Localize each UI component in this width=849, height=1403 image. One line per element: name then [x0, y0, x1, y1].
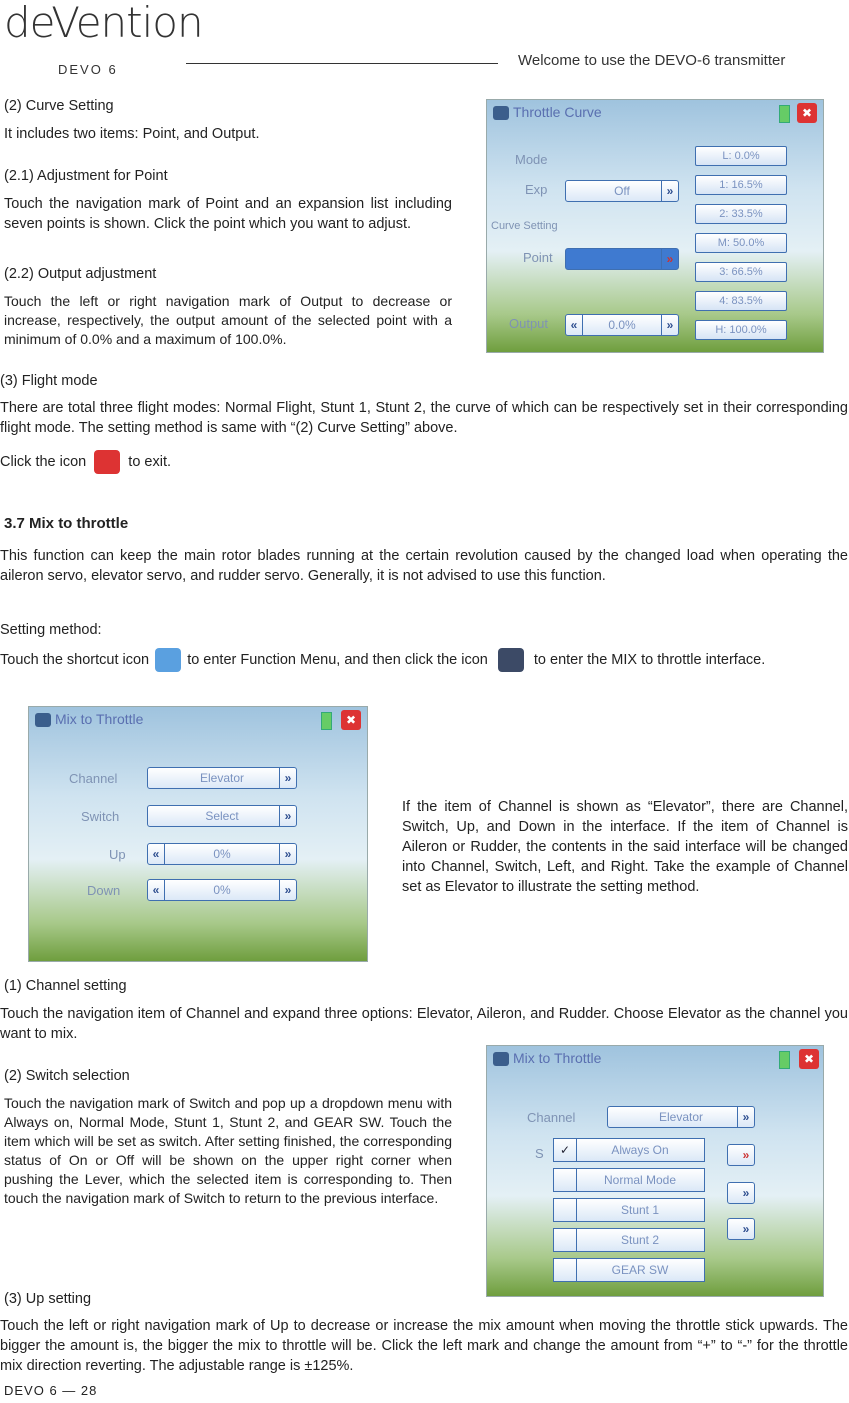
- shortcut-icon: [155, 648, 181, 672]
- section-heading: 3.7 Mix to throttle: [4, 515, 129, 532]
- mix-throttle-screenshot: [28, 706, 368, 962]
- switch-value: Select: [205, 809, 239, 823]
- mix-instr-b: to enter Function Menu, and then click the icon: [187, 651, 488, 668]
- switch-right-arrow[interactable]: »: [742, 1148, 750, 1162]
- down-right-arrow[interactable]: »: [279, 880, 296, 900]
- point-item[interactable]: H: 100.0%: [695, 320, 787, 340]
- option-label: Stunt 2: [620, 1233, 660, 1247]
- switch-label: Switch: [81, 809, 120, 824]
- output-field[interactable]: [565, 314, 679, 336]
- check-box: [554, 1229, 577, 1251]
- point-item[interactable]: 1: 16.5%: [695, 175, 787, 195]
- header-title: Welcome to use the DEVO-6 transmitter: [518, 52, 786, 69]
- exp-label: Exp: [525, 182, 548, 197]
- point-item[interactable]: 4: 83.5%: [695, 291, 787, 311]
- option-label: GEAR SW: [611, 1263, 669, 1277]
- battery-icon: [779, 1051, 790, 1069]
- dropdown-option[interactable]: [553, 1228, 705, 1252]
- channel-right-arrow[interactable]: »: [279, 768, 296, 788]
- output-label: Output: [509, 316, 549, 331]
- exp-field[interactable]: [565, 180, 679, 202]
- channel-explanation: If the item of Channel is shown as “Elevator”, there are Channel, Switch, Up, and Down in the interface. If the item of Channel is Aileron or Rudder, the contents in the said interface will be changed into Channel, Switch, Left, and Right. Take the example of Channel set as Elevator to illustrate the setting method.: [402, 799, 848, 895]
- switch-label-partial: S: [535, 1146, 544, 1161]
- mix-instr-a: Touch the shortcut icon: [0, 651, 150, 668]
- exit-icon[interactable]: ✖: [341, 710, 361, 730]
- down-arrow-button[interactable]: [727, 1218, 755, 1240]
- dropdown-option[interactable]: [553, 1168, 705, 1192]
- option-label: Stunt 1: [620, 1203, 660, 1217]
- point-heading: (2.1) Adjustment for Point: [4, 168, 168, 184]
- up-right-arrow[interactable]: »: [742, 1186, 750, 1200]
- point-label: Point: [523, 250, 553, 265]
- channel-field[interactable]: [607, 1106, 755, 1128]
- up-arrow-button[interactable]: [727, 1182, 755, 1204]
- point-item[interactable]: L: 0.0%: [695, 146, 787, 166]
- switch-dropdown: [553, 1134, 713, 1294]
- up-right-arrow[interactable]: »: [279, 844, 296, 864]
- output-left-arrow[interactable]: «: [566, 315, 583, 335]
- channel-right-arrow[interactable]: »: [737, 1107, 754, 1127]
- channel-value: Elevator: [658, 1110, 704, 1124]
- point-list: [695, 142, 807, 348]
- option-label: Always On: [611, 1143, 669, 1157]
- exit-icon: [94, 450, 120, 474]
- battery-icon: [321, 712, 332, 730]
- switch-field[interactable]: [147, 805, 297, 827]
- brand-model: DEVO 6: [58, 62, 118, 77]
- check-box: [554, 1259, 577, 1281]
- mix-icon: [493, 1052, 509, 1066]
- battery-icon: [779, 105, 790, 123]
- exit-post: to exit.: [128, 453, 172, 470]
- mix-description: This function can keep the main rotor blades running at the certain revolution caused by the changed load when operating the aileron servo, elevator servo, and rudder servo. Generally, it is not advised to use this function.: [0, 548, 848, 584]
- page-footer: DEVO 6 — 28: [4, 1383, 98, 1398]
- up-heading: (3) Up setting: [4, 1291, 92, 1307]
- screen-title: Mix to Throttle: [513, 1050, 602, 1066]
- down-value: 0%: [213, 883, 231, 897]
- mix-instructions: [0, 648, 848, 672]
- screen-title: Throttle Curve: [513, 104, 602, 120]
- mode-label: Mode: [515, 152, 548, 167]
- channel-field[interactable]: [147, 767, 297, 789]
- channel-label: Channel: [527, 1110, 576, 1125]
- up-value: 0%: [213, 847, 231, 861]
- dropdown-option[interactable]: [553, 1258, 705, 1282]
- output-text: Touch the left or right navigation mark of Output to decrease or increase, respectively, the output amount of the selected point with a minimum of 0.0% and a maximum of 100.0%.: [4, 293, 452, 347]
- up-text: Touch the left or right navigation mark of Up to decrease or increase the mix amount when moving the throttle stick upwards. The bigger the amount is, the bigger the mix to throttle will be. Click the left mark and change the amount from “+” to “-” for the throttle mix direction reverting. The adjustable range is ±125%.: [0, 1318, 848, 1374]
- throttle-curve-screenshot: [486, 99, 824, 353]
- exp-value: Off: [614, 184, 630, 198]
- channel-setting-heading: (1) Channel setting: [4, 978, 127, 994]
- brand-logo: deVention: [4, 0, 203, 47]
- option-label: Normal Mode: [603, 1173, 677, 1187]
- dropdown-option[interactable]: [553, 1198, 705, 1222]
- throttle-icon: [493, 106, 509, 120]
- switch-right-arrow[interactable]: »: [279, 806, 296, 826]
- switch-heading: (2) Switch selection: [4, 1068, 130, 1084]
- output-value: 0.0%: [608, 318, 636, 332]
- point-item[interactable]: 3: 66.5%: [695, 262, 787, 282]
- exit-pre: Click the icon: [0, 453, 87, 470]
- channel-setting-text: Touch the navigation item of Channel and expand three options: Elevator, Aileron, and Rudder. Choose Elevator as the channel you want to mix.: [0, 1006, 848, 1042]
- channel-value: Elevator: [199, 771, 245, 785]
- screen-title: Mix to Throttle: [55, 711, 144, 727]
- down-field[interactable]: [147, 879, 297, 901]
- mix-instr-c: to enter the MIX to throttle interface.: [533, 651, 766, 668]
- mix-icon: [35, 713, 51, 727]
- check-box: [554, 1169, 577, 1191]
- exp-right-arrow[interactable]: »: [661, 181, 678, 201]
- point-right-arrow[interactable]: »: [661, 249, 678, 269]
- up-field[interactable]: [147, 843, 297, 865]
- check-box: [554, 1199, 577, 1221]
- switch-dropdown-screenshot: [486, 1045, 824, 1297]
- down-label: Down: [87, 883, 121, 898]
- flight-heading: (3) Flight mode: [0, 373, 98, 389]
- down-right-arrow[interactable]: »: [742, 1222, 750, 1236]
- point-text: Touch the navigation mark of Point and an expansion list including seven points is shown. Click the point which you want to adjust.: [4, 196, 452, 232]
- output-right-arrow[interactable]: »: [661, 315, 678, 335]
- output-heading: (2.2) Output adjustment: [4, 266, 157, 282]
- curve-setting-label: Curve Setting: [491, 220, 558, 232]
- point-item[interactable]: 2: 33.5%: [695, 204, 787, 224]
- channel-label: Channel: [69, 771, 118, 786]
- curve-intro: It includes two items: Point, and Output.: [4, 126, 260, 142]
- exit-icon[interactable]: ✖: [797, 103, 817, 123]
- header-rule: [186, 63, 498, 64]
- setting-method-label: Setting method:: [0, 622, 102, 638]
- flight-text: There are total three flight modes: Normal Flight, Stunt 1, Stunt 2, the curve of which can be respectively set in their corresponding flight mode. The setting method is same with “(2) Curve Setting” above.: [0, 400, 848, 436]
- up-label: Up: [109, 847, 126, 862]
- check-icon: ✓: [554, 1139, 577, 1161]
- switch-text: Touch the navigation mark of Switch and pop up a dropdown menu with Always on, Normal Mode, Stunt 1, Stunt 2, and GEAR SW. Touch the item which will be set as switch. After setting finished, the corresponding status of On or Off will be shown on the upper right corner when pushing the Lever, which the selected item is corresponding to. Then touch the navigation mark of Switch to return to the previous interface.: [4, 1095, 452, 1206]
- point-item[interactable]: M: 50.0%: [695, 233, 787, 253]
- down-left-arrow[interactable]: «: [148, 880, 165, 900]
- switch-arrow-button[interactable]: [727, 1144, 755, 1166]
- mix-throttle-icon: [498, 648, 524, 672]
- exit-icon[interactable]: ✖: [799, 1049, 819, 1069]
- point-field[interactable]: [565, 248, 679, 270]
- up-left-arrow[interactable]: «: [148, 844, 165, 864]
- screen-title-bar: [29, 707, 367, 733]
- screen-title-bar: [487, 100, 823, 126]
- screen-title-bar: [487, 1046, 823, 1072]
- exit-instruction: [0, 450, 171, 474]
- dropdown-option[interactable]: [553, 1138, 705, 1162]
- curve-heading: (2) Curve Setting: [4, 98, 114, 114]
